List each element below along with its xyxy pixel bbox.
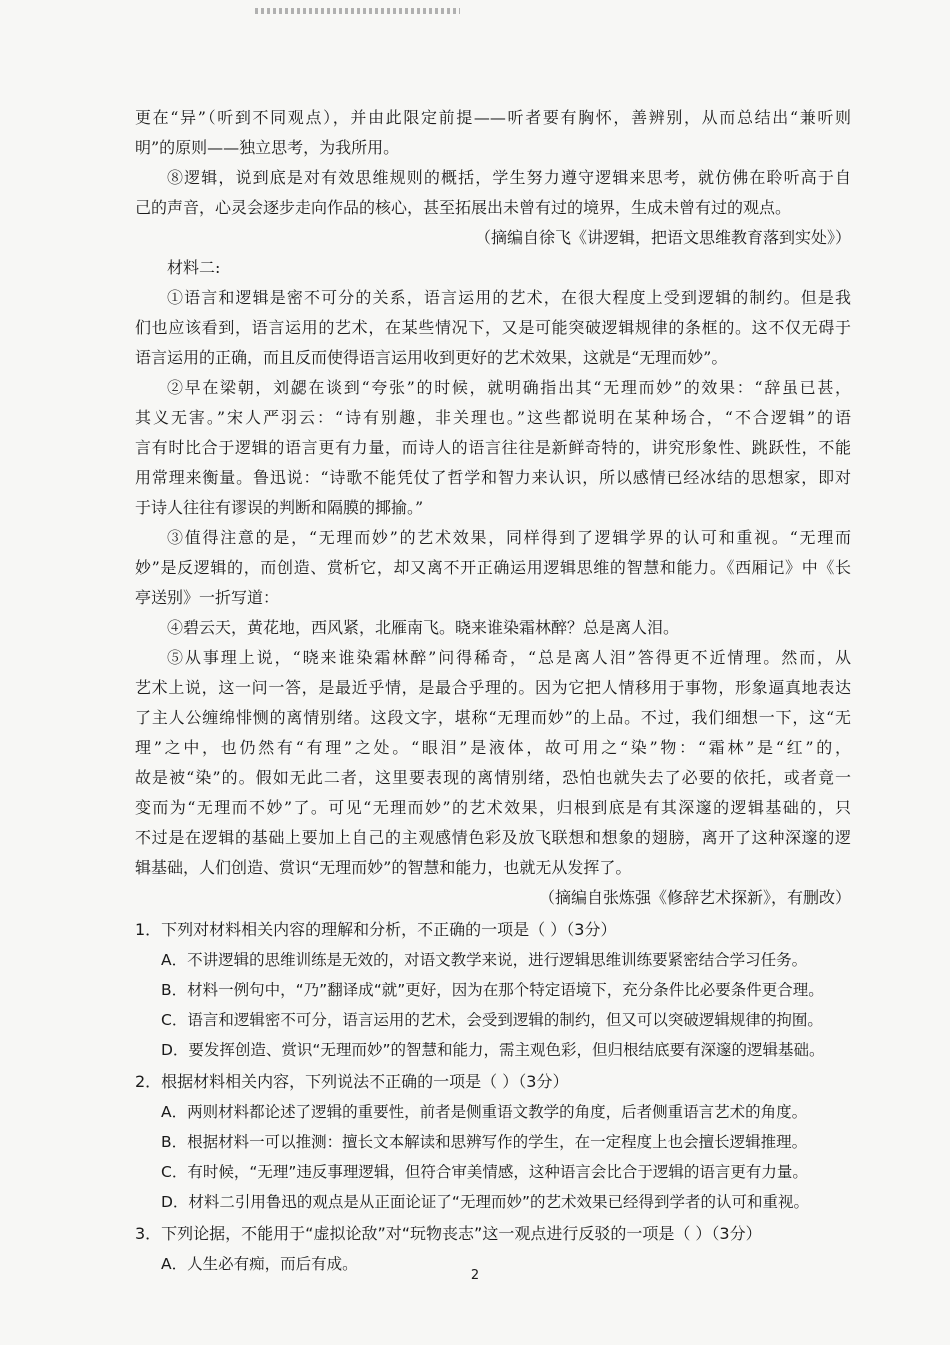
- text-line: ④碧云天，黄花地，西风紧，北雁南飞。晓来谁染霜林醉？总是离人泪。: [167, 618, 680, 637]
- answer-option: C．语言和逻辑密不可分，语言运用的艺术，会受到逻辑的制约，但又可以突破逻辑规律的拘囿。: [161, 1011, 823, 1029]
- answer-option: D．要发挥创造、赏识“无理而妙”的智慧和能力，需主观色彩，但归根结底要有深邃的逻辑基础。: [161, 1041, 825, 1059]
- text-line: ⑤从事理上说，“晓来谁染霜林醉”问得稀奇，“总是离人泪”答得更不近情理。然而，从: [167, 648, 851, 667]
- text-line: 艺术上说，这一问一答，是最近乎情，是最合乎理的。因为它把人情移用于事物，形象逼真地表达: [135, 678, 851, 697]
- answer-option: C．有时候，“无理”违反事理逻辑，但符合审美情感，这种语言会比合于逻辑的语言更有力量。: [161, 1163, 808, 1181]
- text-line: ③值得注意的是，“无理而妙”的艺术效果，同样得到了逻辑学界的认可和重视。“无理而: [167, 528, 851, 547]
- text-line: 妙”是反逻辑的，而创造、赏析它，却又离不开正确运用逻辑思维的智慧和能力。《西厢记》中《长: [135, 558, 851, 577]
- text-line: 辑基础，人们创造、赏识“无理而妙”的智慧和能力，也就无从发挥了。: [135, 858, 632, 877]
- text-line: 不过是在逻辑的基础上要加上自己的主观感情色彩及放飞联想和想象的翅膀，离开了这种深邃的逻: [135, 828, 851, 847]
- text-line: ⑧逻辑，说到底是对有效思维规则的概括，学生努力遵守逻辑来思考，就仿佛在聆听高于自: [167, 168, 851, 187]
- question-stem: 2．根据材料相关内容，下列说法不正确的一项是（ ）（3分）: [135, 1072, 569, 1091]
- text-line: 己的声音，心灵会逐步走向作品的核心，甚至拓展出未曾有过的境界，生成未曾有过的观点。: [135, 198, 792, 217]
- text-line: 语言运用的正确，而且反而使得语言运用收到更好的艺术效果，这就是“无理而妙”。: [135, 348, 728, 367]
- section-heading: 材料二:: [167, 258, 221, 277]
- answer-option: A．不讲逻辑的思维训练是无效的，对语文教学来说，进行逻辑思维训练要紧密结合学习任务。: [161, 951, 808, 969]
- passage-body: [135, 103, 851, 1279]
- text-line: 用常理来衡量。鲁迅说：“诗歌不能凭仗了哲学和智力来认识，所以感情已经冰结的思想家，即对: [135, 468, 851, 487]
- text-line: 亭送别》一折写道：: [135, 588, 280, 607]
- source-citation: （摘编自张炼强《修辞艺术探新》，有删改）: [538, 888, 851, 907]
- text-line: 其义无害。”宋人严羽云：“诗有别趣，非关理也。”这些都说明在某种场合，“不合逻辑”的语: [135, 408, 851, 427]
- text-line: 更在“异”（听到不同观点），并由此限定前提——听者要有胸怀，善辨别，从而总结出“兼听则: [135, 108, 851, 127]
- answer-option: A．两则材料都论述了逻辑的重要性，前者是侧重语文教学的角度，后者侧重语言艺术的角度。: [161, 1103, 808, 1121]
- answer-option: B．材料一例句中，“乃”翻译成“就”更好，因为在那个特定语境下，充分条件比必要条件更合理。: [161, 981, 824, 999]
- source-citation: （摘编自徐飞《讲逻辑，把语文思维教育落到实处》）: [474, 228, 851, 247]
- text-line: 于诗人往往有谬误的判断和隔膜的揶揄。”: [135, 498, 424, 517]
- text-line: 故是被“染”的。假如无此二者，这里要表现的离情别绪，恐怕也就失去了必要的依托，或者竟一: [135, 768, 851, 787]
- question-stem: 1．下列对材料相关内容的理解和分析，不正确的一项是（ ）（3分）: [135, 920, 617, 939]
- scan-header-mark: [255, 8, 460, 14]
- text-line: 变而为“无理而不妙”了。可见“无理而妙”的艺术效果，归根到底是有其深邃的逻辑基础的，只: [135, 798, 851, 817]
- text-line: 言有时比合于逻辑的语言更有力量，而诗人的语言往往是新鲜奇特的，讲究形象性、跳跃性，不能: [135, 438, 851, 457]
- answer-option: B．根据材料一可以推测：擅长文本解读和思辨写作的学生，在一定程度上也会擅长逻辑推理。: [161, 1133, 808, 1151]
- text-line: 理”之中，也仍然有“有理”之处。“眼泪”是液体，故可用之“染”物：“霜林”是“红”的，: [135, 738, 851, 757]
- text-line: ①语言和逻辑是密不可分的关系，语言运用的艺术，在很大程度上受到逻辑的制约。但是我: [167, 288, 851, 307]
- text-line: 了主人公缠绵悱恻的离情别绪。这段文字，堪称“无理而妙”的上品。不过，我们细想一下，这“无: [135, 708, 851, 727]
- answer-option: A．人生必有痴，而后有成。: [161, 1255, 358, 1273]
- page-number: 2: [470, 1268, 480, 1283]
- text-line: ②早在梁朝，刘勰在谈到“夸张”的时候，就明确指出其“无理而妙”的效果：“辞虽已甚，: [167, 378, 851, 397]
- question-stem: 3．下列论据，不能用于“虚拟论敌”对“玩物丧志”这一观点进行反驳的一项是（ ）（3分）: [135, 1224, 762, 1243]
- answer-option: D．材料二引用鲁迅的观点是从正面论证了“无理而妙”的艺术效果已经得到学者的认可和重视。: [161, 1193, 809, 1211]
- text-line: 明”的原则——独立思考，为我所用。: [135, 138, 400, 157]
- text-line: 们也应该看到，语言运用的艺术，在某些情况下，又是可能突破逻辑规律的条框的。这不仅无碍于: [135, 318, 851, 337]
